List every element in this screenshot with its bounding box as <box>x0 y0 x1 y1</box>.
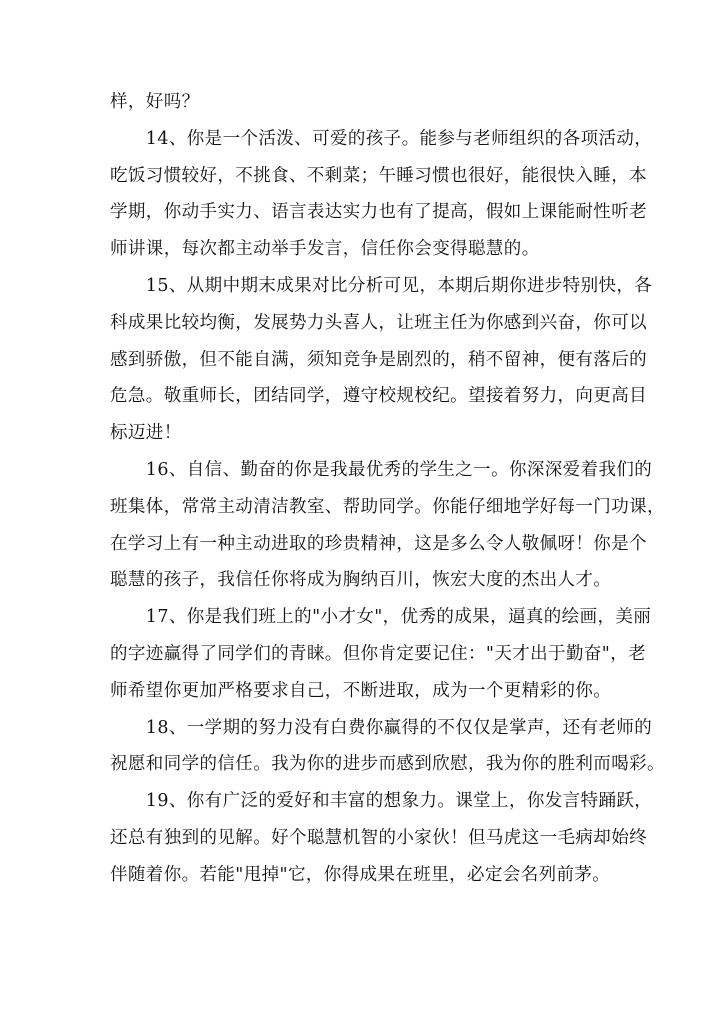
text-line: 的字迹赢得了同学们的青睐。但你肯定要记住："天才出于勤奋"，老 <box>110 643 646 664</box>
text-line: 在学习上有一种主动进取的珍贵精神，这是多么令人敬佩呀！你是个 <box>110 533 647 554</box>
text-line: 15、从期中期末成果对比分析可见，本期后期你进步特别快，各 <box>110 275 653 296</box>
text-line: 感到骄傲，但不能自满，须知竞争是剧烈的，稍不留神，便有落后的 <box>110 349 647 370</box>
text-line: 样，好吗？ <box>110 92 200 112</box>
text-line: 危急。敬重师长，团结同学，遵守校规校纪。望接着努力，向更高目 <box>110 386 647 407</box>
text-line: 18、一学期的努力没有白费你赢得的不仅仅是掌声，还有老师的 <box>110 717 653 738</box>
text-line: 吃饭习惯较好，不挑食、不剩菜；午睡习惯也很好，能很快入睡，本 <box>110 165 647 186</box>
text-line: 标迈进！ <box>110 423 182 444</box>
text-line: 科成果比较均衡，发展势力头喜人，让班主任为你感到兴奋，你可以 <box>110 312 647 333</box>
text-line: 17、你是我们班上的"小才女"，优秀的成果，逼真的绘画，美丽 <box>110 607 652 628</box>
text-line: 16、自信、勤奋的你是我最优秀的学生之一。你深深爱着我们的 <box>110 459 653 480</box>
text-line: 14、你是一个活泼、可爱的孩子。能参与老师组织的各项活动， <box>110 128 653 149</box>
text-line: 学期，你动手实力、语言表达实力也有了提高，假如上课能耐性听老 <box>110 202 647 223</box>
text-line: 19、你有广泛的爱好和丰富的想象力。课堂上，你发言特踊跃， <box>110 791 653 812</box>
text-line: 祝愿和同学的信任。我为你的进步而感到欣慰，我为你的胜利而喝彩。 <box>110 754 665 775</box>
text-line: 还总有独到的见解。好个聪慧机智的小家伙！但马虎这一毛病却始终 <box>110 827 647 848</box>
text-line: 聪慧的孩子，我信任你将成为胸纳百川，恢宏大度的杰出人才。 <box>110 570 612 591</box>
text-line: 师讲课，每次都主动举手发言，信任你会变得聪慧的。 <box>110 239 540 260</box>
text-line: 伴随着你。若能"甩掉"它，你得成果在班里，必定会名列前茅。 <box>110 864 611 885</box>
document-page <box>110 84 665 894</box>
text-line: 师希望你更加严格要求自己，不断进取，成为一个更精彩的你。 <box>110 680 612 701</box>
text-line: 班集体，常常主动清洁教室、帮助同学。你能仔细地学好每一门功课， <box>110 496 665 517</box>
